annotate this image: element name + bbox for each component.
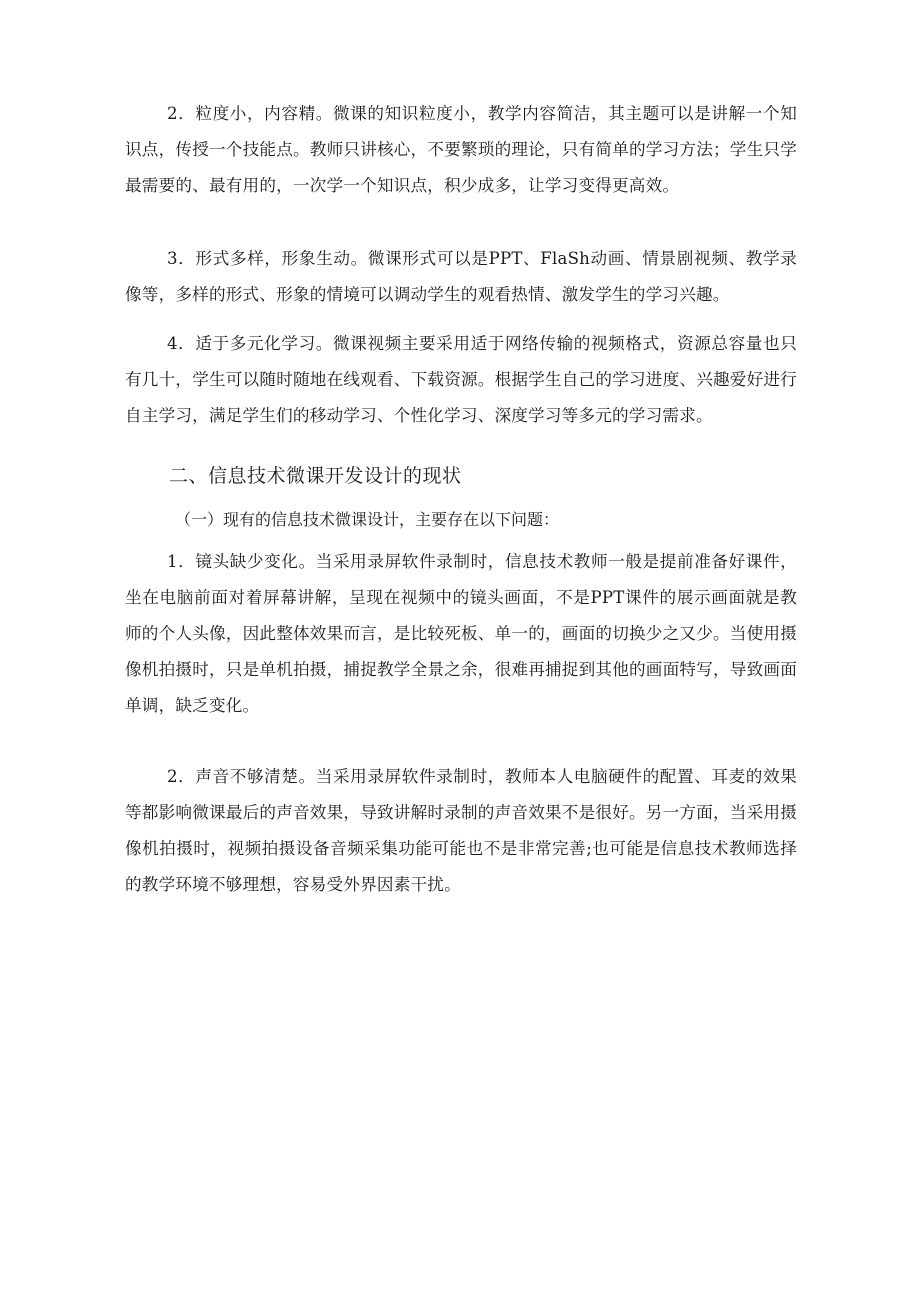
paragraph-granularity: 2．粒度小，内容精。微课的知识粒度小，教学内容简洁，其主题可以是讲解一个知识点，传授一个技能点。教师只讲核心，不要繁琐的理论，只有简单的学习方法；学生只学最需要的、最有用的，一次学一个知识点，积少成多，让学习变得更高效。 xyxy=(125,104,797,195)
paragraph-diverse-learning: 4．适于多元化学习。微课视频主要采用适于网络传输的视频格式，资源总容量也只有几十，学生可以随时随地在线观看、下载资源。根据学生自己的学习进度、兴趣爱好进行自主学习，满足学生们的移动学习、个性化学习、深度学习等多元的学习需求。 xyxy=(125,334,797,425)
subsection-heading: （一）现有的信息技术微课设计，主要存在以下问题： xyxy=(175,510,560,529)
paragraph-camera-issue: 1．镜头缺少变化。当采用录屏软件录制时，信息技术教师一般是提前准备好课件，坐在电脑前面对着屏幕讲解，呈现在视频中的镜头画面，不是PPT课件的展示画面就是教师的个人头像，因此整体效果而言，是比较死板、单一的，画面的切换少之又少。当使用摄像机拍摄时，只是单机拍摄，捕捉教学全景之余，很难再捕捉到其他的画面特写，导致画面单调，缺乏变化。 xyxy=(125,552,797,715)
section-heading: 二、信息技术微课开发设计的现状 xyxy=(169,465,462,487)
paragraph-audio-issue: 2．声音不够清楚。当采用录屏软件录制时，教师本人电脑硬件的配置、耳麦的效果等都影响微课最后的声音效果，导致讲解时录制的声音效果不是很好。另一方面，当采用摄像机拍摄时，视频拍摄设备音频采集功能可能也不是非常完善;也可能是信息技术教师选择的教学环境不够理想，容易受外界因素干扰。 xyxy=(125,767,797,894)
paragraph-format: 3．形式多样，形象生动。微课形式可以是PPT、FlaSh动画、情景剧视频、教学录像等，多样的形式、形象的情境可以调动学生的观看热情、激发学生的学习兴趣。 xyxy=(125,249,797,304)
